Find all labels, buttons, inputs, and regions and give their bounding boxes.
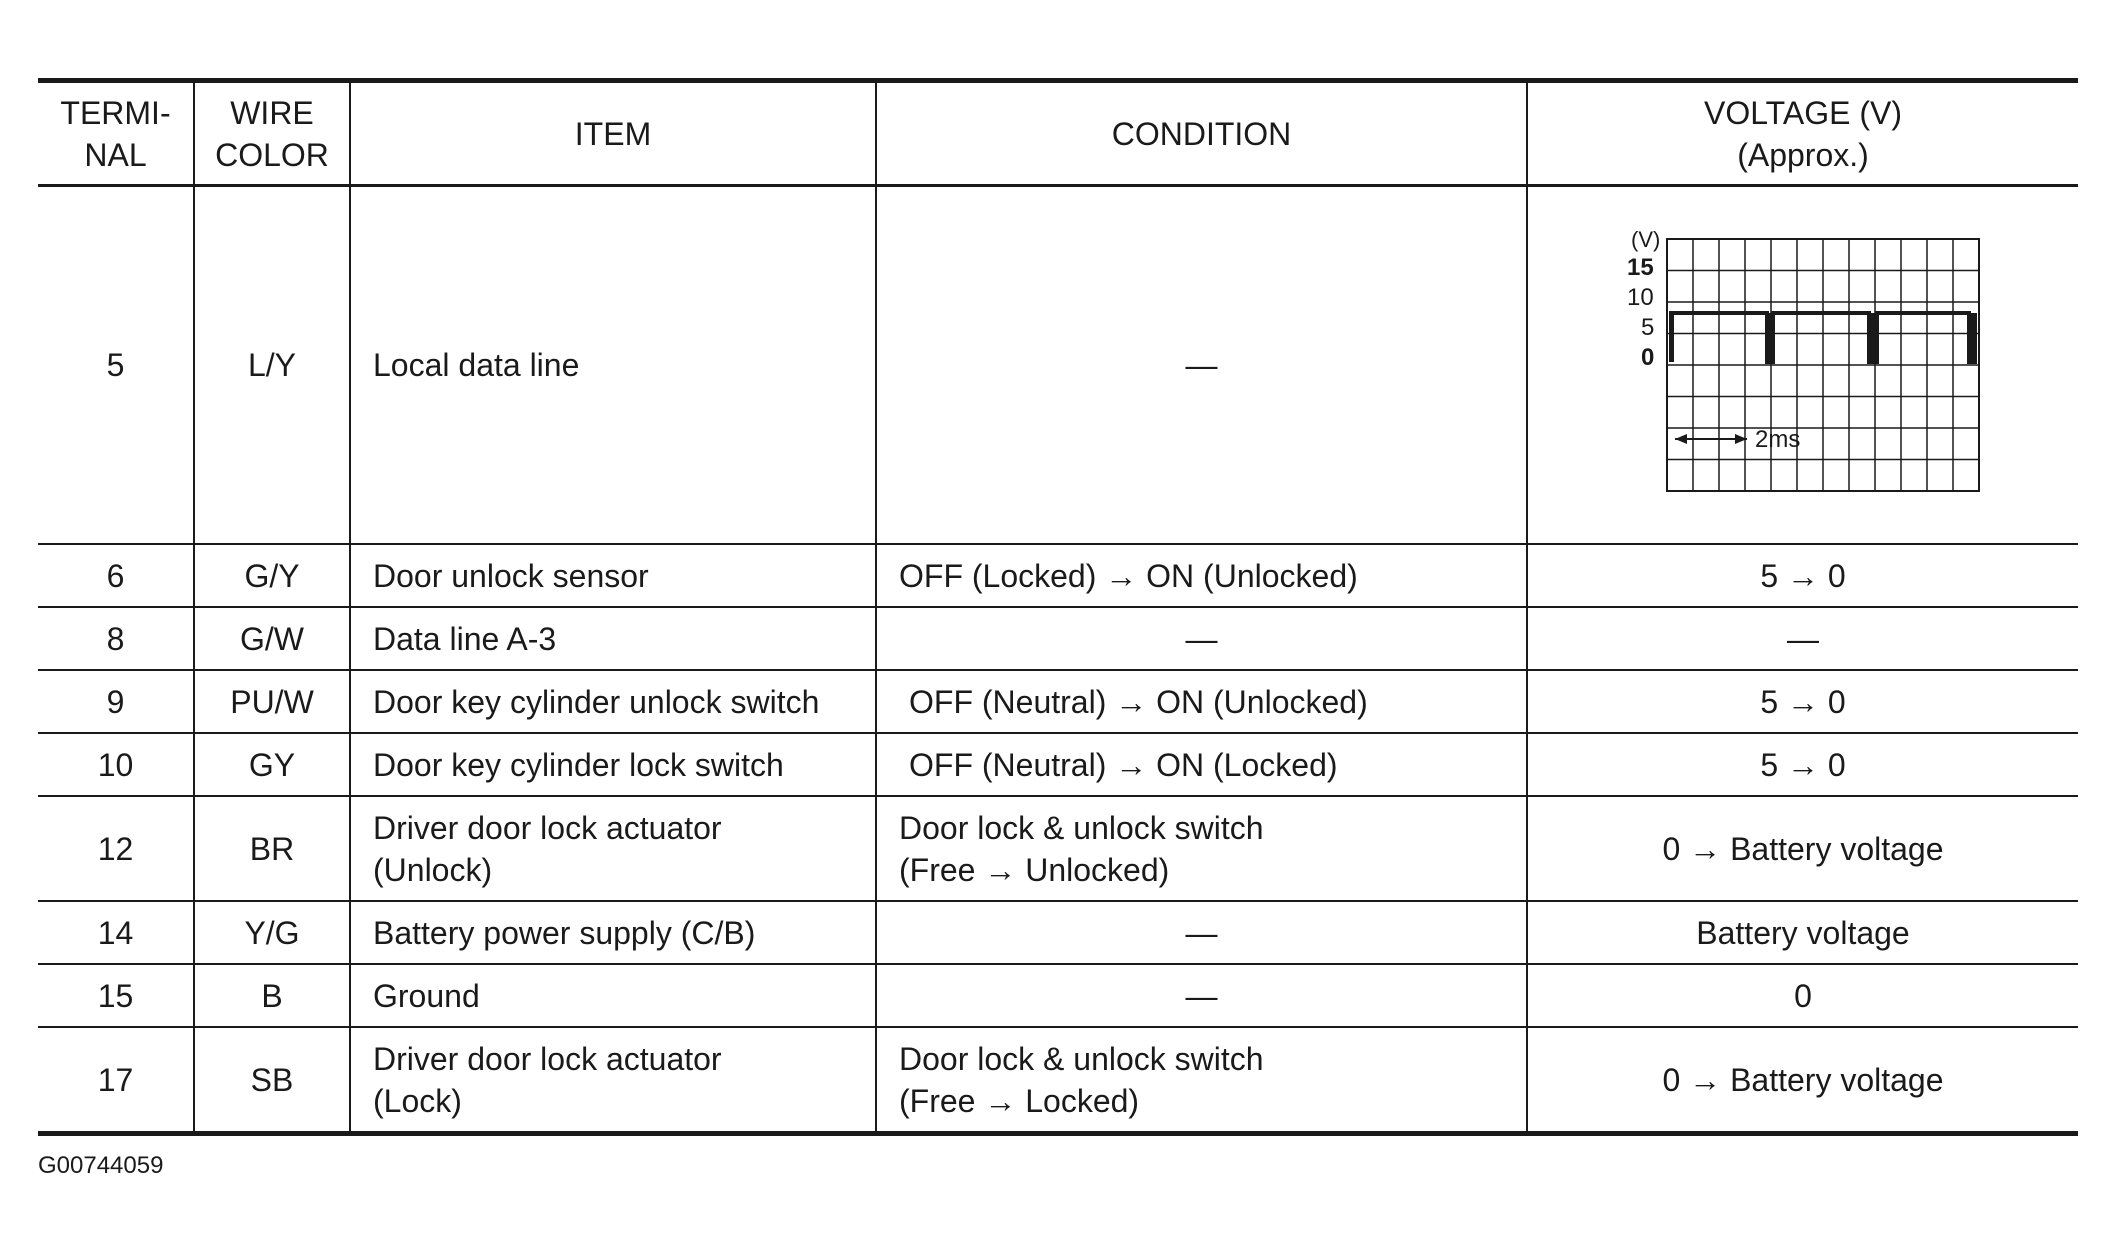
condition-cell: OFF (Neutral) → ON (Unlocked) xyxy=(876,670,1527,733)
wire-color-cell: BR xyxy=(194,796,350,901)
terminal-cell: 17 xyxy=(38,1027,194,1134)
y-tick-5: 5 xyxy=(1641,314,1655,341)
condition-cell: Door lock & unlock switch (Free → Locked) xyxy=(876,1027,1527,1134)
terminal-cell: 10 xyxy=(38,733,194,796)
terminal-voltage-table xyxy=(38,78,2078,1136)
waveform-pulse xyxy=(1868,313,1876,362)
y-tick-0: 0 xyxy=(1641,344,1655,371)
waveform-pulse xyxy=(1766,313,1772,362)
terminal-table-document xyxy=(38,78,2078,1136)
header-condition: CONDITION xyxy=(876,81,1527,186)
waveform-unit-label: (V) xyxy=(1631,227,1661,252)
header-item: ITEM xyxy=(350,81,876,186)
condition-cell: — xyxy=(876,186,1527,545)
header-terminal: TERMI- NAL xyxy=(38,81,194,186)
waveform-pulse xyxy=(1968,313,1974,362)
voltage-cell: 0 → Battery voltage xyxy=(1527,796,2078,901)
terminal-cell: 9 xyxy=(38,670,194,733)
terminal-cell: 8 xyxy=(38,607,194,670)
wire-color-cell: SB xyxy=(194,1027,350,1134)
item-cell: Ground xyxy=(350,964,876,1027)
item-cell: Data line A-3 xyxy=(350,607,876,670)
condition-cell: — xyxy=(876,964,1527,1027)
terminal-cell: 14 xyxy=(38,901,194,964)
wire-color-cell: GY xyxy=(194,733,350,796)
condition-cell: — xyxy=(876,607,1527,670)
wire-color-cell: L/Y xyxy=(194,186,350,545)
voltage-cell: 5 → 0 xyxy=(1527,544,2078,607)
y-tick-15: 15 xyxy=(1627,254,1654,281)
waveform-pulse xyxy=(1669,313,1674,362)
table-header-row xyxy=(38,81,2078,186)
item-cell: Driver door lock actuator (Unlock) xyxy=(350,796,876,901)
wire-color-cell: B xyxy=(194,964,350,1027)
wire-color-cell: Y/G xyxy=(194,901,350,964)
condition-cell: — xyxy=(876,901,1527,964)
item-cell: Door unlock sensor xyxy=(350,544,876,607)
voltage-cell: 5 → 0 xyxy=(1527,733,2078,796)
header-voltage: VOLTAGE (V) (Approx.) xyxy=(1527,81,2078,186)
table-row xyxy=(38,1027,2078,1134)
table-row xyxy=(38,186,2078,545)
terminal-cell: 6 xyxy=(38,544,194,607)
header-wire-color: WIRE COLOR xyxy=(194,81,350,186)
item-cell: Driver door lock actuator (Lock) xyxy=(350,1027,876,1134)
y-tick-10: 10 xyxy=(1627,284,1654,311)
condition-cell: OFF (Locked) → ON (Unlocked) xyxy=(876,544,1527,607)
voltage-cell: Battery voltage xyxy=(1527,901,2078,964)
item-cell: Door key cylinder unlock switch xyxy=(350,670,876,733)
item-cell: Door key cylinder lock switch xyxy=(350,733,876,796)
oscilloscope-waveform xyxy=(1623,225,1983,505)
oscilloscope-grid xyxy=(1667,239,1979,491)
voltage-cell: 0 → Battery voltage xyxy=(1527,1027,2078,1134)
table-row xyxy=(38,607,2078,670)
voltage-cell: 0 xyxy=(1527,964,2078,1027)
voltage-cell: 5 → 0 xyxy=(1527,670,2078,733)
condition-cell: OFF (Neutral) → ON (Locked) xyxy=(876,733,1527,796)
figure-code: G00744059 xyxy=(38,1152,164,1179)
table-row xyxy=(38,544,2078,607)
wire-color-cell: PU/W xyxy=(194,670,350,733)
condition-cell: Door lock & unlock switch (Free → Unlocked) xyxy=(876,796,1527,901)
terminal-cell: 12 xyxy=(38,796,194,901)
voltage-waveform-cell xyxy=(1527,186,2078,545)
terminal-cell: 15 xyxy=(38,964,194,1027)
voltage-cell: — xyxy=(1527,607,2078,670)
table-row xyxy=(38,733,2078,796)
table-row xyxy=(38,964,2078,1027)
time-scale-arrow-left xyxy=(1675,434,1687,444)
table-row xyxy=(38,796,2078,901)
terminal-cell: 5 xyxy=(38,186,194,545)
item-cell: Local data line xyxy=(350,186,876,545)
wire-color-cell: G/Y xyxy=(194,544,350,607)
item-cell: Battery power supply (C/B) xyxy=(350,901,876,964)
table-row xyxy=(38,670,2078,733)
time-scale-label: 2ms xyxy=(1755,426,1801,453)
wire-color-cell: G/W xyxy=(194,607,350,670)
table-row xyxy=(38,901,2078,964)
